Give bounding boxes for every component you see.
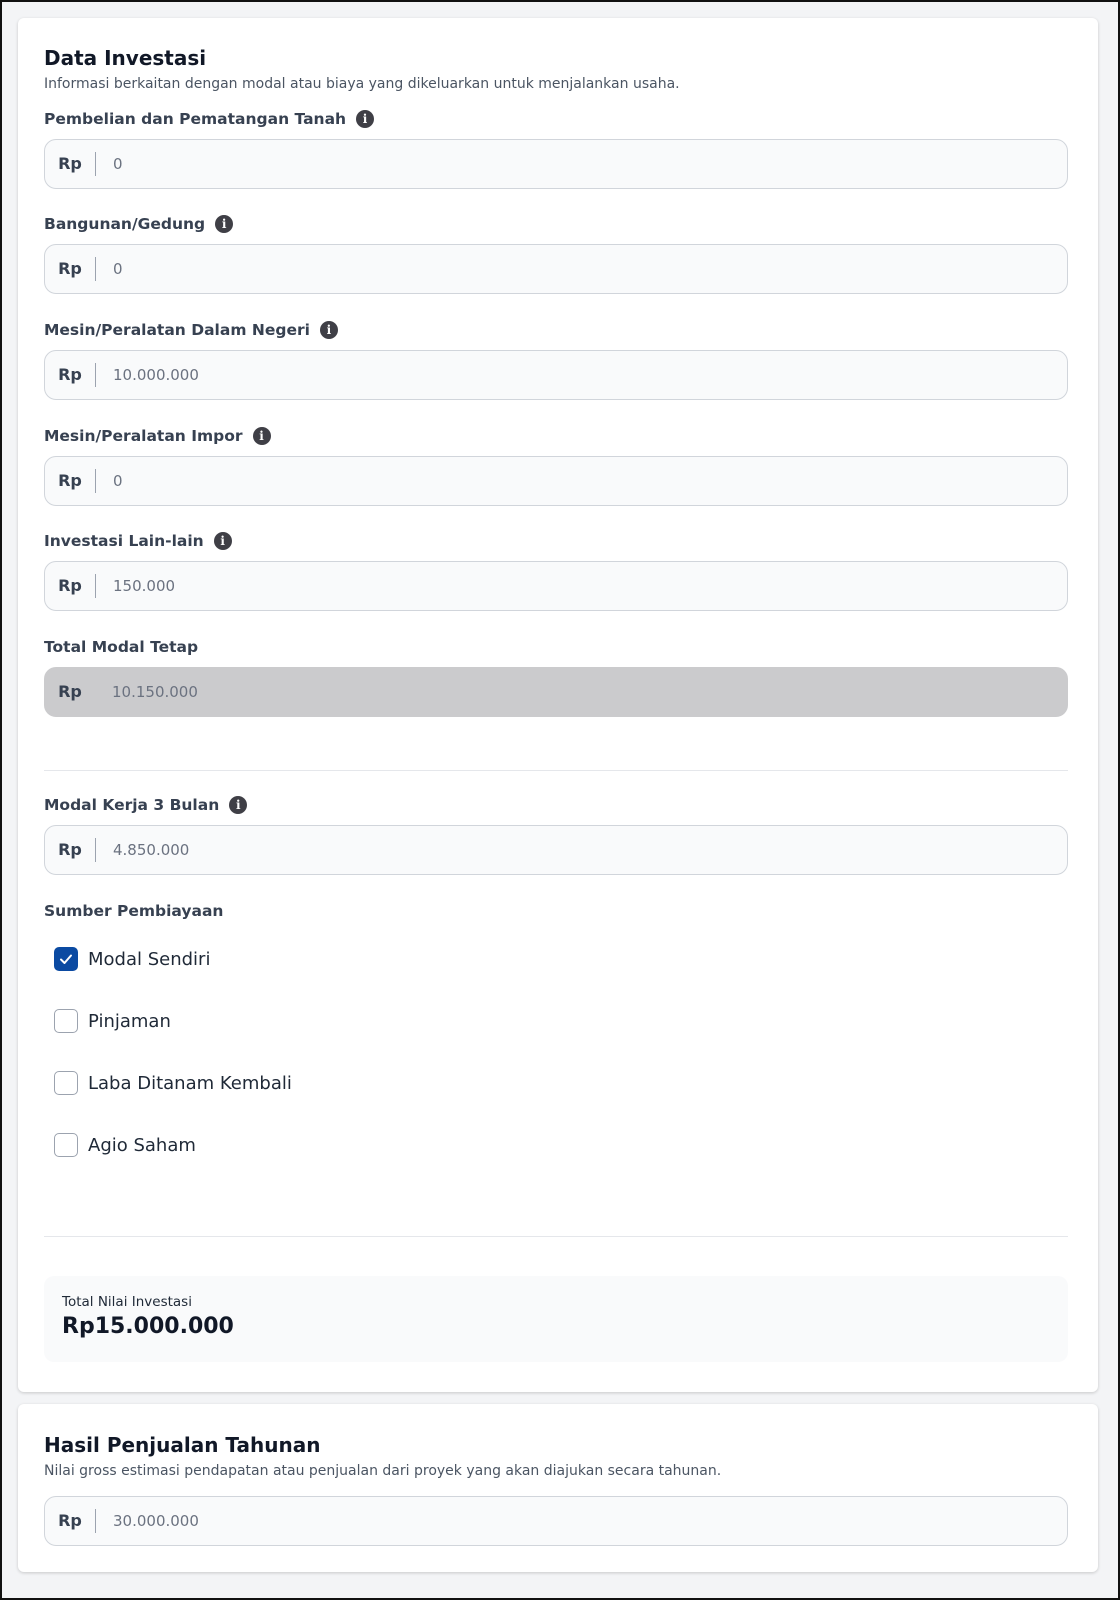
- checkbox-label: Modal Sendiri: [88, 948, 211, 970]
- import-machinery-input[interactable]: [96, 456, 1067, 506]
- import-machinery-input-group: [44, 456, 1068, 506]
- checkbox-label: Pinjaman: [88, 1010, 171, 1032]
- other-investment-input[interactable]: [96, 561, 1067, 611]
- field-label-text: Sumber Pembiayaan: [44, 902, 224, 920]
- info-icon[interactable]: i: [320, 321, 338, 339]
- field-label-total-fixed: [44, 636, 198, 658]
- checkbox-label: Laba Ditanam Kembali: [88, 1072, 292, 1094]
- working-capital-input-group: [44, 825, 1068, 875]
- annual-sales-input[interactable]: [96, 1496, 1067, 1546]
- field-label-other-investment: [44, 530, 232, 552]
- currency-prefix: Rp: [45, 838, 96, 862]
- field-label-text: Mesin/Peralatan Impor: [44, 427, 243, 445]
- building-input-group: [44, 244, 1068, 294]
- currency-prefix: Rp: [45, 574, 96, 598]
- section-description: Nilai gross estimasi pendapatan atau penjualan dari proyek yang akan diajukan secara tahunan.: [44, 1463, 722, 1479]
- checkbox-box[interactable]: [54, 947, 78, 971]
- section-title: Data Investasi: [44, 46, 207, 70]
- info-icon[interactable]: i: [214, 532, 232, 550]
- field-label-import-machinery: [44, 425, 271, 447]
- checkbox-box[interactable]: [54, 1133, 78, 1157]
- section-title: Hasil Penjualan Tahunan: [44, 1433, 321, 1457]
- domestic-machinery-input-group: [44, 350, 1068, 400]
- field-label-text: Investasi Lain-lain: [44, 532, 204, 550]
- field-label-text: Total Modal Tetap: [44, 638, 199, 656]
- checkbox-reinvested-profit[interactable]: [54, 1069, 292, 1097]
- currency-prefix: Rp: [45, 363, 96, 387]
- annual-sales-input-group: [44, 1496, 1068, 1546]
- checkbox-box[interactable]: [54, 1009, 78, 1033]
- field-label-working-capital: [44, 794, 247, 816]
- currency-prefix: Rp: [45, 257, 96, 281]
- field-label-text: Pembelian dan Pematangan Tanah: [44, 110, 347, 128]
- total-fixed-input-group: [44, 667, 1068, 717]
- checkbox-label: Agio Saham: [88, 1134, 196, 1156]
- land-input-group: [44, 139, 1068, 189]
- field-label-text: Mesin/Peralatan Dalam Negeri: [44, 321, 310, 339]
- investment-card: [18, 18, 1098, 1392]
- divider: [44, 770, 1068, 771]
- currency-prefix: Rp: [58, 682, 82, 701]
- land-input[interactable]: [96, 139, 1067, 189]
- building-input[interactable]: [96, 244, 1067, 294]
- field-label-text: Modal Kerja 3 Bulan: [44, 796, 220, 814]
- info-icon[interactable]: i: [215, 215, 233, 233]
- summary-value: Rp15.000.000: [62, 1314, 234, 1339]
- currency-prefix: Rp: [45, 469, 96, 493]
- field-label-building: [44, 213, 233, 235]
- currency-prefix: Rp: [45, 1509, 96, 1533]
- checkbox-share-premium[interactable]: [54, 1131, 196, 1159]
- domestic-machinery-input[interactable]: [96, 350, 1067, 400]
- checkbox-box[interactable]: [54, 1071, 78, 1095]
- info-icon[interactable]: i: [356, 110, 374, 128]
- currency-prefix: Rp: [45, 152, 96, 176]
- check-icon: [58, 951, 74, 967]
- field-label-funding: [44, 900, 223, 922]
- total-fixed-input: [95, 667, 1067, 717]
- total-investment-summary: [44, 1276, 1068, 1362]
- section-description: Informasi berkaitan dengan modal atau biaya yang dikeluarkan untuk menjalankan usaha.: [44, 76, 680, 92]
- working-capital-input[interactable]: [96, 825, 1067, 875]
- checkbox-loan[interactable]: [54, 1007, 171, 1035]
- divider: [44, 1236, 1068, 1237]
- other-investment-input-group: [44, 561, 1068, 611]
- info-icon[interactable]: i: [253, 427, 271, 445]
- summary-label: Total Nilai Investasi: [62, 1294, 192, 1310]
- field-label-text: Bangunan/Gedung: [44, 215, 206, 233]
- annual-sales-card: [18, 1404, 1098, 1572]
- info-icon[interactable]: i: [229, 796, 247, 814]
- checkbox-own-capital[interactable]: [54, 945, 210, 973]
- field-label-domestic-machinery: [44, 319, 338, 341]
- field-label-land: [44, 108, 374, 130]
